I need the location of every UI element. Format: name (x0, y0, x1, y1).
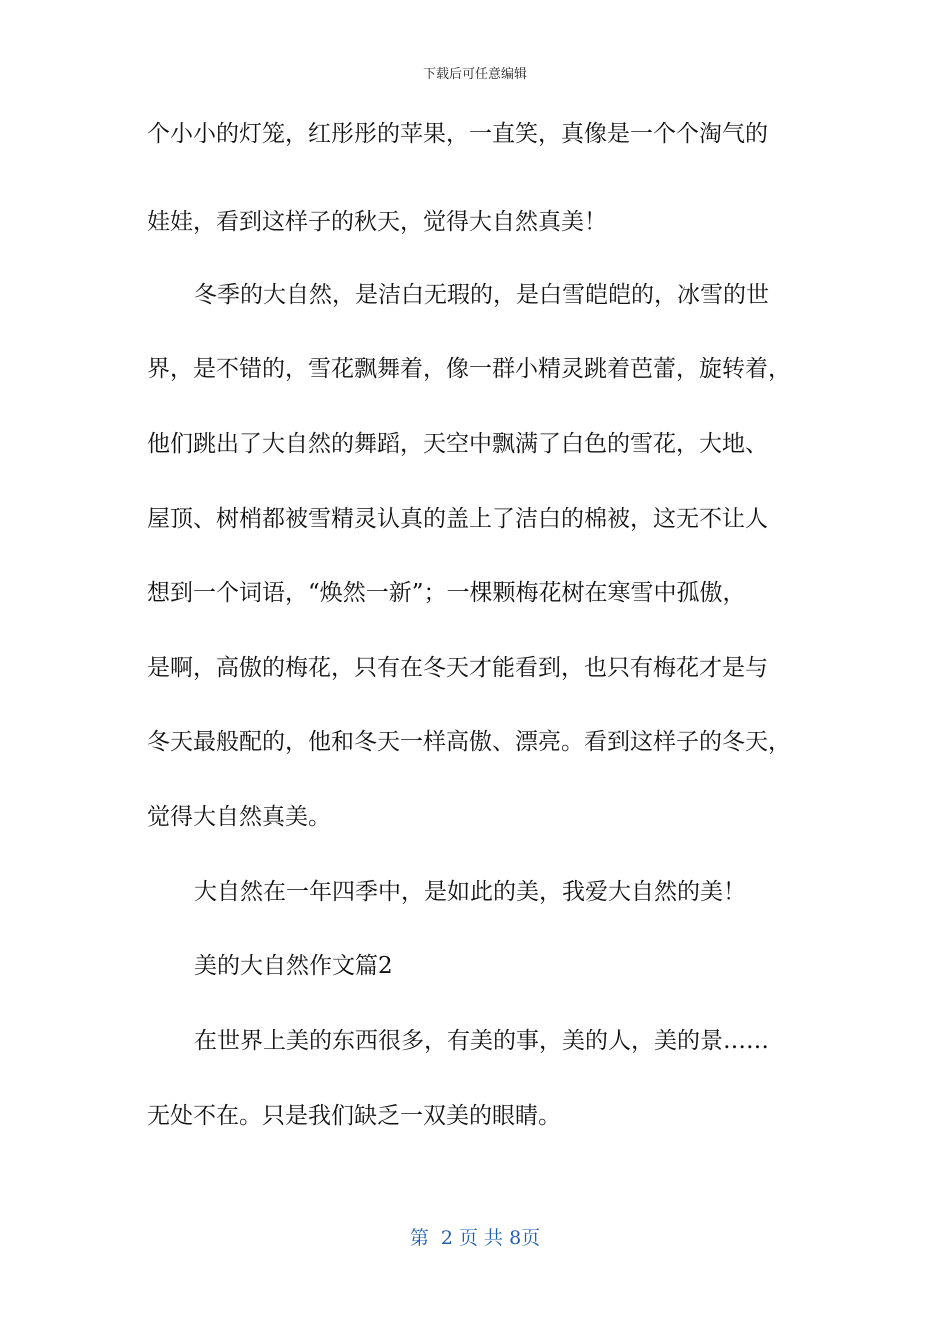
text-line: 无处不在。只是我们缺乏一双美的眼睛。 (147, 1103, 561, 1129)
paragraph-start-line: 冬季的大自然，是洁白无瑕的，是白雪皑皑的，冰雪的世 (194, 282, 769, 308)
text-line: 个小小的灯笼，红彤彤的苹果，一直笑，真像是一个个淘气的 (147, 121, 768, 147)
section-title: 美的大自然作文篇2 (194, 953, 393, 979)
text-line: 他们跳出了大自然的舞蹈，天空中飘满了白色的雪花，大地、 (147, 431, 768, 457)
text-line: 想到一个词语，“焕然一新”；一棵颗梅花树在寒雪中孤傲， (147, 580, 746, 606)
text-line: 界，是不错的，雪花飘舞着，像一群小精灵跳着芭蕾，旋转着， (147, 356, 791, 382)
paragraph-start-line: 在世界上美的东西很多，有美的事，美的人，美的景…… (194, 1028, 769, 1054)
text-line: 屋顶、树梢都被雪精灵认真的盖上了洁白的棉被，这无不让人 (147, 506, 768, 532)
paragraph-start-line: 大自然在一年四季中，是如此的美，我爱大自然的美！ (194, 879, 746, 905)
text-line: 觉得大自然真美。 (147, 804, 331, 830)
text-line: 冬天最般配的，他和冬天一样高傲、漂亮。看到这样子的冬天， (147, 729, 791, 755)
page-header: 下载后可任意编辑 (422, 67, 527, 82)
page-number-footer: 第 2 页 共 8页 (409, 1227, 541, 1249)
text-line: 娃娃，看到这样子的秋天，觉得大自然真美！ (147, 209, 607, 235)
text-line: 是啊，高傲的梅花，只有在冬天才能看到，也只有梅花才是与 (147, 655, 768, 681)
